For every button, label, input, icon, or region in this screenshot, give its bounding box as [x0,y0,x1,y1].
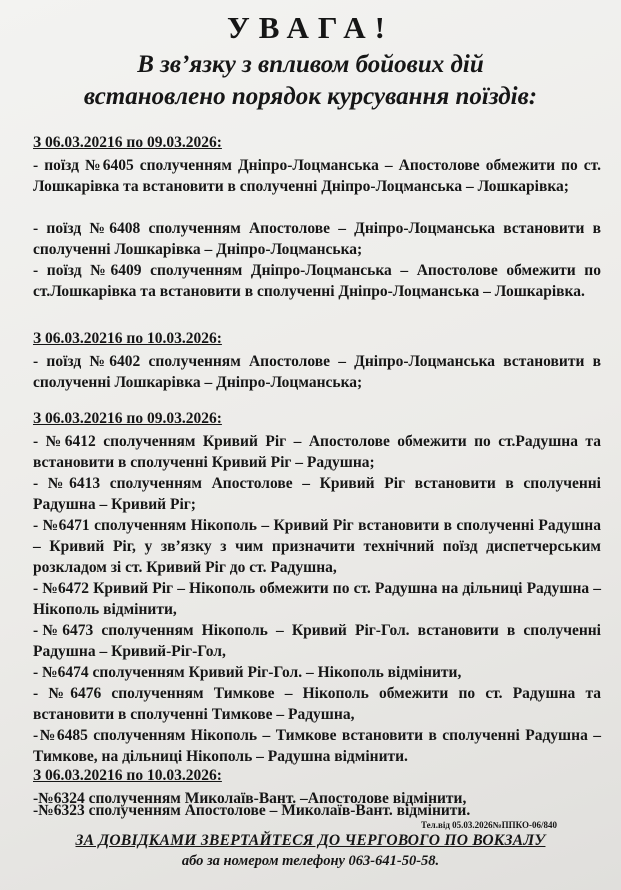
footer-phone-line: або за номером телефону 063-641-50-58. [181,853,440,869]
section-3-item-6: - №6474 сполученням Кривий Ріг-Гол. – Нікополь відмінити, [33,664,462,681]
section-1-item-1: - поїзд №6405 сполученням Дніпро-Лоцманська – Апостолове обмежити по ст. Лошкарівка та встановити в сполученні Дніпро-Лоцманська – Лошкарівка; [33,157,601,195]
section-3-date-header: З 06.03.20216 по 09.03.2026: [33,410,222,427]
section-2-item-1: - поїзд №6402 сполученням Апостолове – Дніпро-Лоцманська встановити в сполученні Лошкарівка – Дніпро-Лоцманська; [33,353,601,391]
section-3-item-2: - №6413 сполученням Апостолове – Кривий Ріг встановити в сполученні Радушна – Кривий Ріг; [33,475,601,513]
notice-title: УВАГА! [227,10,394,45]
section-3-item-8: -№6485 сполученням Нікополь – Тимкове встановити в сполученні Радушна – Тимкове, на дільниці Нікополь – Радушна відмінити. [33,727,601,765]
reference-note: Тел.від 05.03.2026№ППКО-06/840 [421,820,557,830]
section-3-item-3: - №6471 сполученням Нікополь – Кривий Ріг встановити в сполученні Радушна – Кривий Ріг, у зв’язку з чим призначити технічний поїзд диспетчерським розкладом зі ст. Кривий Ріг до ст. Радушна, [33,517,601,576]
section-3-item-7: - №6476 сполученням Тимкове – Нікополь обмежити по ст. Радушна та встановити в сполученні Тимкове – Радушна, [33,685,601,723]
section-1-item-3: - поїзд №6409 сполученням Дніпро-Лоцманська – Апостолове обмежити по ст.Лошкарівка та встановити в сполученні Дніпро-Лоцманська – Лошкарівка. [33,262,601,300]
section-2-date-header: З 06.03.20216 по 10.03.2026: [33,330,222,347]
notice-subtitle-line-1: В зв’язку з впливом бойових дій [137,51,484,78]
section-4-date-header: З 06.03.20216 по 10.03.2026: [33,767,222,784]
footer-contact-line: ЗА ДОВІДКАМИ ЗВЕРТАЙТЕСЯ ДО ЧЕРГОВОГО ПО ВОКЗАЛУ [75,832,546,849]
section-3-item-1: - №6412 сполученням Кривий Ріг – Апостолове обмежити по ст.Радушна та встановити в сполученні Кривий Ріг – Радушна; [33,433,601,471]
section-4-item-2: -№6323 сполученням Апостолове – Миколаїв-Вант. відмінити. [33,802,471,819]
section-1-date-header: З 06.03.20216 по 09.03.2026: [33,134,222,151]
section-1-item-2: - поїзд №6408 сполученням Апостолове – Дніпро-Лоцманська встановити в сполученні Лошкарівка – Дніпро-Лоцманська; [33,220,601,258]
section-4-item-1: -№6324 сполученням Миколаїв-Вант. –Апостолове відмінити, [33,790,467,807]
section-3-item-4: - №6472 Кривий Ріг – Нікополь обмежити по ст. Радушна на дільниці Радушна – Нікополь відмінити, [33,580,601,618]
section-3-item-5: -№6473 сполученням Нікополь – Кривий Ріг-Гол. встановити в сполученні Радушна – Кривий-Ріг-Гол, [33,622,601,660]
notice-subtitle-line-2: встановлено порядок курсування поїздів: [83,83,538,110]
